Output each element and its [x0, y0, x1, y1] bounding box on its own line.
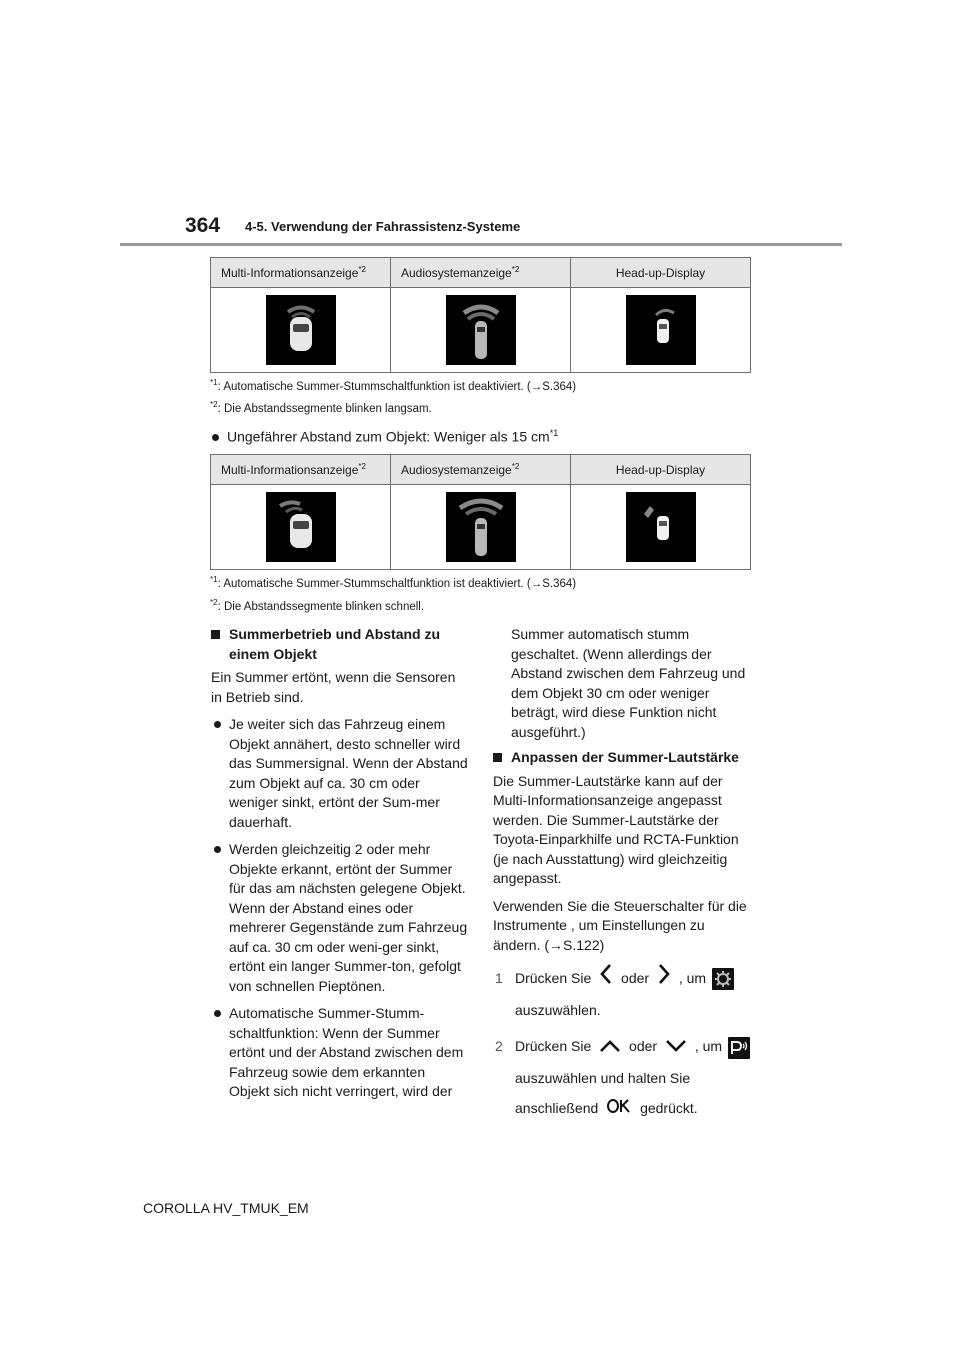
section-title: 4-5. Verwendung der Fahrassistenz-Systeme: [245, 219, 521, 234]
car-sensor-icon: [626, 295, 696, 365]
multi-info-display-image: [211, 288, 391, 373]
heading-square-icon: [493, 753, 502, 762]
continuation-paragraph: Summer automatisch stumm geschaltet. (Wenn allerdings der Abstand zwischen dem Fahrzeug und dem Objekt 30 cm oder weniger beträgt, wird diese Funktion nicht ausgeführt.): [511, 626, 746, 740]
hud-image: [571, 288, 751, 373]
bullet-dot: [214, 721, 221, 728]
audio-display-image: [391, 288, 571, 373]
intro-paragraph: Ein Summer ertönt, wenn die Sensoren in Betrieb sind.: [211, 669, 456, 705]
footnote-2: $^{*2}$: Die Abstandssegmente blinken schnell.: [210, 598, 425, 613]
section-heading: Anpassen der Summer-Lautstärke: [493, 748, 755, 768]
car-sensor-icon: [266, 295, 336, 365]
car-sensor-icon: [446, 295, 516, 365]
step-number: 2: [495, 1038, 503, 1055]
left-column: [211, 625, 469, 1110]
footnote-1: $^{*1}$: Automatische Summer-Stummschaltfunktion ist deaktiviert. (→S.364): [210, 575, 577, 590]
col-header-audio: Audiosystemanzeige$^{*2}$: [391, 258, 571, 288]
multi-info-display-image: [211, 485, 391, 570]
ok-icon: [606, 1094, 632, 1124]
col-header-hud: Head-up-Display: [571, 258, 751, 288]
bullet-dot: [212, 434, 219, 441]
step-2: 2 Drücken Sie oder , um auszuwählen und halten Sie anschließend gedrückt.: [493, 1031, 755, 1124]
col-header-hud: Head-up-Display: [571, 455, 751, 485]
car-sensor-icon: [446, 492, 516, 562]
audio-display-image: [391, 485, 571, 570]
right-column: [493, 625, 755, 1130]
chevron-right-icon: [657, 963, 671, 995]
parking-sensor-icon: [728, 1037, 750, 1059]
bullet-dot: [214, 1010, 221, 1017]
car-sensor-icon: [266, 492, 336, 562]
display-table-fast: [210, 454, 751, 570]
bullet-dot: [214, 846, 221, 853]
chevron-left-icon: [599, 963, 613, 995]
list-item: Werden gleichzeitig 2 oder mehr Objekte erkannt, ertönt der Summer für das am nächsten gelegene Objekt. Wenn der Abstand eines oder mehrerer Gegenstände zum Fahrzeug auf ca. 30 cm oder weni-ger sinkt, ertönt ein langer Summer-ton, gefolgt von schnellen Pieptönen.: [211, 840, 469, 996]
footnote-1: $^{*1}$: Automatische Summer-Stummschaltfunktion ist deaktiviert. (→S.364): [210, 378, 577, 393]
header-divider: [120, 243, 842, 246]
gear-icon: [712, 968, 734, 990]
volume-paragraph: Die Summer-Lautstärke kann auf der Multi-Informationsanzeige angepasst werden. Die Summer-Lautstärke der Toyota-Einparkhilfe und RCTA-Funktion (je nach Ausstattung) wird gleichzeitig angepasst.: [493, 772, 739, 886]
display-table-slow: [210, 257, 751, 373]
list-item: Je weiter sich das Fahrzeug einem Objekt annähert, desto schneller wird das Summersignal. Wenn der Abstand zum Objekt auf ca. 30 cm oder weniger sinkt, ertönt der Sum-mer dauerhaft.: [211, 715, 469, 832]
step-1: 1 Drücken Sie oder , um auszuwählen.: [493, 963, 755, 1025]
step-number: 1: [495, 970, 503, 986]
col-header-audio: Audiosystemanzeige$^{*2}$: [391, 455, 571, 485]
heading-square-icon: [211, 630, 220, 639]
chevron-up-icon: [599, 1033, 621, 1063]
instruction-paragraph: Verwenden Sie die Steuerschalter für die Instrumente , um Einstellungen zu ändern. (→S.122): [493, 897, 747, 953]
page-number: 364: [185, 214, 221, 237]
distance-bullet: Ungefährer Abstand zum Objekt: Weniger als 15 $cm^{*1}$: [212, 428, 558, 445]
col-header-multi-info: Multi-Informationsanzeige$^{*2}$: [211, 455, 391, 485]
hud-image: [571, 485, 751, 570]
section-heading: Summerbetrieb und Abstand zu einem Objekt: [211, 625, 469, 664]
list-item: Automatische Summer-Stumm-schaltfunktion: Wenn der Summer ertönt und der Abstand zwischen dem Fahrzeug sowie dem erkannten Objekt sich nicht verringert, wird der: [211, 1004, 469, 1102]
car-sensor-icon: [626, 492, 696, 562]
footnote-2: $^{*2}$: Die Abstandssegmente blinken langsam.: [210, 400, 432, 415]
footer-model-code: COROLLA HV_TMUK_EM: [143, 1200, 309, 1216]
chevron-down-icon: [665, 1033, 687, 1063]
col-header-multi-info: Multi-Informationsanzeige$^{*2}$: [211, 258, 391, 288]
